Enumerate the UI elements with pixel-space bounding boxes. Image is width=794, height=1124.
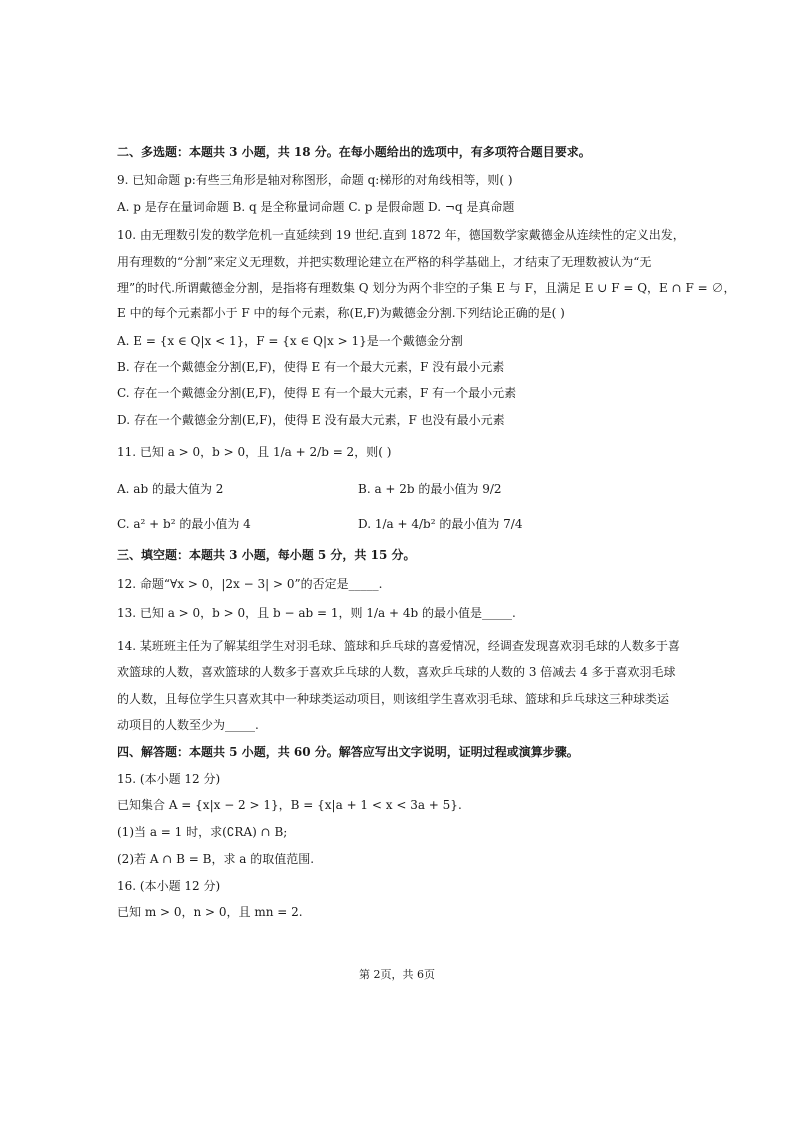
q14-line-1: 14. 某班班主任为了解某组学生对羽毛球、篮球和乒乓球的喜爱情况，经调查发现喜欢羽毛球的人数多于喜 [117,639,680,653]
page-footer: 第 2页，共 6页 [359,968,435,981]
q16-title: 16. (本小题 12 分) [117,879,221,893]
q11-option-a: A. ab 的最大值为 2 [117,482,224,496]
q10-option-d: D. 存在一个戴德金分割(E,F)，使得 E 没有最大元素，F 也没有最小元素 [117,413,505,427]
q10-option-b: B. 存在一个戴德金分割(E,F)，使得 E 有一个最大元素，F 没有最小元素 [117,360,505,374]
q10-option-c: C. 存在一个戴德金分割(E,F)，使得 E 有一个最大元素，F 有一个最小元素 [117,386,517,400]
q10-stem-line-3: 理”的时代.所谓戴德金分割，是指将有理数集 Q 划分为两个非空的子集 E 与 F，且满足 E ∪ F = Q，E ∩ F = ∅， [117,281,736,295]
q9-stem: 9. 已知命题 p:有些三角形是轴对称图形，命题 q:梯形的对角线相等，则( ) [117,173,513,187]
q10-option-a: A. E = {x ∈ Q|x < 1}，F = {x ∈ Q|x > 1}是一个戴德金分割 [117,334,463,348]
q14-line-3: 的人数，且每位学生只喜欢其中一种球类运动项目，则该组学生喜欢羽毛球、篮球和乒乓球这三种球类运 [117,692,670,706]
q15-part-2: (2)若 A ∩ B = B，求 a 的取值范围. [117,852,315,866]
q14-line-4: 动项目的人数至少为_____. [117,718,259,732]
q12: 12. 命题“∀x > 0，|2x − 3| > 0”的否定是_____. [117,577,383,591]
q9-options: A. p 是存在量词命题 B. q 是全称量词命题 C. p 是假命题 D. ¬q 是真命题 [117,200,515,214]
section-3-header: 三、填空题：本题共 3 小题，每小题 5 分，共 15 分。 [117,548,416,562]
q10-stem-line-4: E 中的每个元素都小于 F 中的每个元素，称(E,F)为戴德金分割.下列结论正确的是( ) [117,306,565,320]
q15-title: 15. (本小题 12 分) [117,772,221,786]
section-4-header: 四、解答题：本题共 5 小题，共 60 分。解答应写出文字说明，证明过程或演算步骤。 [117,745,579,759]
q14-line-2: 欢篮球的人数，喜欢篮球的人数多于喜欢乒乓球的人数，喜欢乒乓球的人数的 3 倍减去 4 多于喜欢羽毛球 [117,665,676,679]
section-2-header: 二、多选题：本题共 3 小题，共 18 分。在每小题给出的选项中，有多项符合题目要求。 [117,145,591,159]
q10-stem-line-2: 用有理数的“分割”来定义无理数，并把实数理论建立在严格的科学基础上，才结束了无理数被认为“无 [117,255,652,269]
q11-stem: 11. 已知 a > 0，b > 0，且 1/a + 2/b = 2，则( ) [117,445,392,459]
q16-given: 已知 m > 0，n > 0，且 mn = 2. [117,905,303,919]
q13: 13. 已知 a > 0，b > 0，且 b − ab = 1，则 1/a + 4b 的最小值是_____. [117,606,516,620]
q11-option-b: B. a + 2b 的最小值为 9/2 [358,482,502,496]
q15-part-1: (1)当 a = 1 时，求(∁RA) ∩ B; [117,825,288,839]
q11-option-c: C. a² + b² 的最小值为 4 [117,517,251,531]
q15-given: 已知集合 A = {x|x − 2 > 1}，B = {x|a + 1 < x < 3a + 5}. [117,798,462,812]
q11-option-d: D. 1/a + 4/b² 的最小值为 7/4 [358,517,523,531]
q10-stem-line-1: 10. 由无理数引发的数学危机一直延续到 19 世纪.直到 1872 年，德国数学家戴德金从连续性的定义出发， [117,228,685,242]
